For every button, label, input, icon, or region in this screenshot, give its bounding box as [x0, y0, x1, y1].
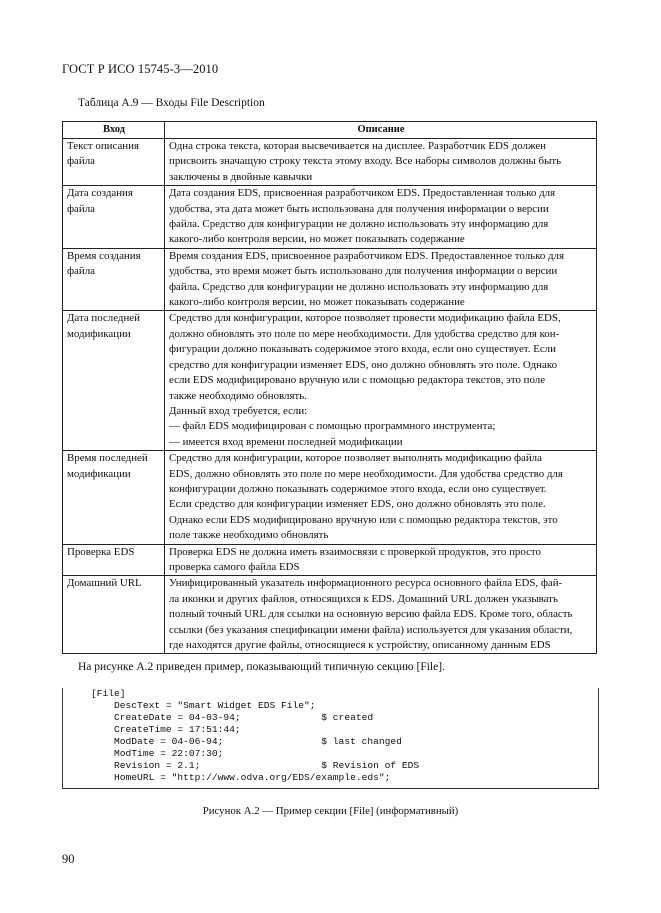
code-listing — [63, 688, 598, 784]
description-line: Средство для конфигурации, которое позволяет провести модификацию файла EDS, — [169, 312, 561, 325]
input-name-text: модификации — [67, 327, 131, 340]
document-header: ГОСТ Р ИСО 15745-3—2010 — [62, 62, 219, 76]
table-row — [63, 544, 597, 576]
description-line: проверка самого файла EDS — [169, 560, 300, 573]
input-name-cell — [63, 576, 165, 654]
input-name-text: Дата создания — [67, 187, 133, 200]
table-header-row — [63, 122, 597, 139]
description-line: полный точный URL для ссылки на основную версию файла EDS. Кроме того, область — [169, 608, 573, 621]
body-paragraph: На рисунке А.2 приведен пример, показывающий типичную секцию [File]. — [78, 661, 445, 673]
input-name-text: Домашний URL — [67, 577, 142, 590]
code-line: HomeURL = "http://www.odva.org/EDS/example.eds"; — [91, 772, 391, 783]
description-line: файла. Средство для конфигурации не должно использовать эту информацию для — [169, 280, 549, 293]
description-line: заключены в двойные кавычки — [169, 170, 313, 183]
description-line: какого-либо контроля версии, но может показывать содержание — [169, 233, 465, 246]
input-name-cell — [63, 451, 165, 544]
table-row — [63, 139, 597, 186]
table-row — [63, 451, 597, 544]
description-line: Проверка EDS не должна иметь взаимосвязи с проверкой продуктов, это просто — [169, 545, 541, 558]
description-line: EDS, должно обновлять это поле по мере необходимости. Для удобства средство для — [169, 467, 563, 480]
input-name-text: файла — [67, 155, 95, 168]
column-header-description: Описание — [165, 122, 597, 139]
description-line: какого-либо контроля версии, но может показывать содержание — [169, 296, 465, 309]
description-line: ла иконки и других файлов, относящихся к EDS. Домашний URL должен указывать — [169, 592, 558, 605]
description-line: Средство для конфигурации, которое позволяет выполнять модификацию файла — [169, 452, 542, 465]
code-line: ModTime = 22:07:30; — [91, 748, 224, 759]
description-line: если EDS модифицировано вручную или с помощью редактора текстов, это поле — [169, 374, 546, 387]
description-line: фигурации должно показывать содержимое этого входа, если оно существует. Если — [169, 343, 556, 356]
description-cell — [165, 248, 597, 311]
table-row — [63, 311, 597, 451]
table-caption: Таблица А.9 — Входы File Description — [78, 97, 265, 109]
code-line: Revision = 2.1; $ Revision of EDS — [91, 760, 420, 771]
description-line: удобства, эта дата может быть использована для получения информации о версии — [169, 202, 549, 215]
description-line: файла. Средство для конфигурации не должно использовать эту информацию для — [169, 218, 549, 231]
description-line: Данный вход требуется, если: — [169, 404, 308, 417]
description-line: — имеется вход времени последней модификации — [169, 435, 403, 448]
description-line: Дата создания EDS, присвоенная разработчиком EDS. Предоставленная только для — [169, 187, 556, 200]
code-line: CreateTime = 17:51:44; — [91, 724, 241, 735]
description-cell — [165, 451, 597, 544]
description-cell — [165, 544, 597, 576]
input-name-cell — [63, 248, 165, 311]
input-name-text: файла — [67, 265, 95, 278]
page-number: 90 — [62, 852, 75, 866]
code-line: DescText = "Smart Widget EDS File"; — [91, 700, 316, 711]
input-name-text: Дата последней — [67, 312, 140, 325]
description-line: — файл EDS модифицирован с помощью программного инструмента; — [169, 420, 496, 433]
input-name-cell — [63, 186, 165, 249]
description-line: Одна строка текста, которая высвечивается на дисплее. Разработчик EDS должен — [169, 140, 547, 152]
description-line: также необходимо обновлять. — [169, 389, 307, 402]
figure-caption: Рисунок А.2 — Пример секции [File] (информативный) — [202, 805, 459, 817]
input-name-text: модификации — [67, 467, 131, 480]
code-line: ModDate = 04-06-94; $ last changed — [91, 736, 402, 747]
table-row — [63, 248, 597, 311]
description-line: Унифицированный указатель информационного ресурса основного файла EDS, фай- — [169, 577, 563, 590]
input-name-cell — [63, 544, 165, 576]
code-example — [62, 688, 599, 789]
column-header-input: Вход — [63, 122, 165, 139]
description-line: конфигурации должно показывать содержимое этого входа, если оно существует. — [169, 482, 547, 495]
input-name-cell — [63, 139, 165, 186]
file-description-table — [62, 121, 597, 654]
description-line: должно обновлять это поле по мере необходимости. Для удобства средство для кон- — [169, 327, 560, 340]
description-line: Однако если EDS модифицировано вручную или с помощью редактора текстов, это — [169, 513, 558, 526]
description-cell — [165, 139, 597, 186]
table-row — [63, 186, 597, 249]
description-line: Если средство для конфигурации изменяет EDS, оно должно обновлять это поле. — [169, 498, 546, 511]
description-line: ссылки (без указания спецификации имени файла) используется для указания области, — [169, 623, 573, 636]
code-line: CreateDate = 04-03-94; $ created — [91, 712, 374, 723]
description-cell — [165, 576, 597, 654]
description-line: присвоить значащую строку текста этому входу. Все наборы символов должны быть — [169, 155, 562, 168]
description-line: поле также необходимо обновлять — [169, 529, 329, 542]
input-name-text: Текст описания — [67, 140, 139, 152]
code-line: [File] — [91, 688, 126, 699]
description-line: где находятся другие файлы, относящиеся к устройству, описанному данным EDS — [169, 639, 551, 651]
input-name-cell — [63, 311, 165, 451]
description-cell — [165, 311, 597, 451]
input-name-text: файла — [67, 202, 95, 215]
description-line: средство для конфигурации изменяет EDS, оно должно обновлять это поле. Однако — [169, 358, 558, 371]
description-line: удобства, это время может быть использовано для получения информации о версии — [169, 265, 558, 278]
table-row — [63, 576, 597, 654]
input-name-text: Проверка EDS — [67, 545, 135, 558]
input-name-text: Время создания — [67, 249, 141, 262]
description-line: Время создания EDS, присвоенное разработчиком EDS. Предоставленное только для — [169, 249, 565, 262]
description-cell — [165, 186, 597, 249]
input-name-text: Время последней — [67, 452, 148, 465]
